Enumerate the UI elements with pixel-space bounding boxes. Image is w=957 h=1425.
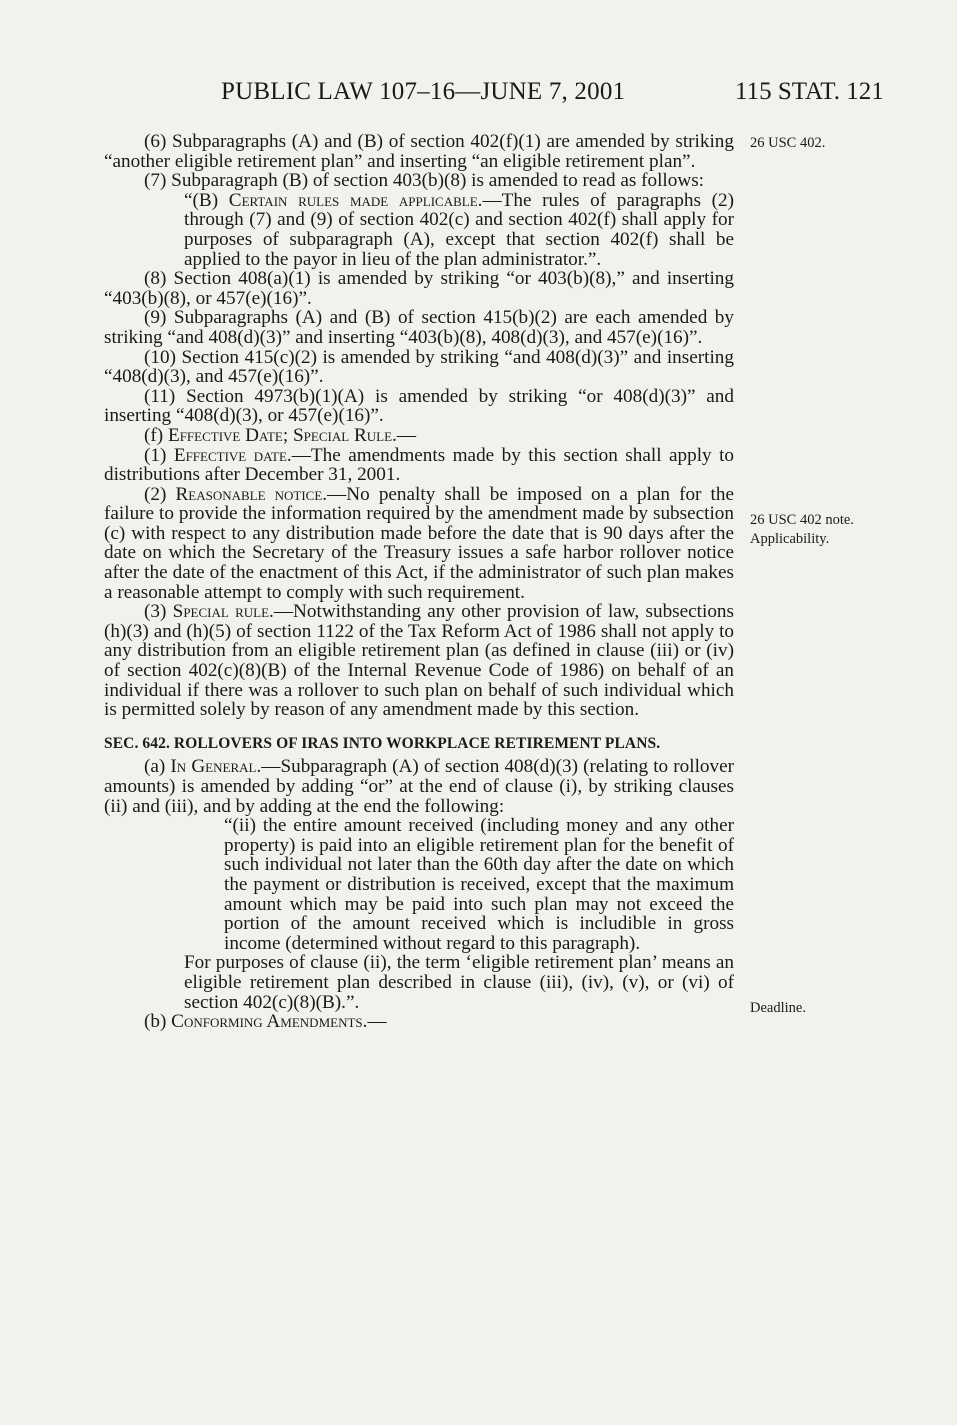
paragraph-10: (10) Section 415(c)(2) is amended by striking “and 408(d)(3)” and inserting “408(d)(3), and 457(e)(16)”. <box>104 346 734 388</box>
subsection-f-1: (1) Effective date.—The amendments made by this section shall apply to distributions after December 31, 2001. <box>104 444 735 486</box>
body-text <box>104 132 734 1032</box>
subsection-f-1-title: Effective date. <box>173 444 292 466</box>
margin-note-applicability: Applicability. <box>750 531 830 547</box>
subsection-f-2-title: Reasonable notice. <box>175 483 328 505</box>
subparagraph-b-head: “(B) Certain rules made applicable. <box>184 189 483 211</box>
subsection-f-3-title: Special rule. <box>172 601 274 623</box>
paragraph-7-subparagraph-b <box>184 191 734 269</box>
subsection-a-title: In General. <box>170 756 262 778</box>
subsection-b-heading: (b) Conforming Amendments.— <box>144 1011 387 1033</box>
paragraph-8: (8) Section 408(a)(1) is amended by striking “or 403(b)(8),” and inserting “403(b)(8), or 457(e)(16)”. <box>104 268 734 309</box>
subsection-a: (a) In General.—Subparagraph (A) of section 408(d)(3) (relating to rollover amounts) is amended by adding “or” at the end of clause (i), by striking clauses (ii) and (iii), and by adding at the end the following: <box>104 756 735 817</box>
stat-page-number: 115 STAT. 121 <box>735 78 884 105</box>
clause-ii: “(ii) the entire amount received (including money and any other property) is paid into an eligible retirement plan for the benefit of such individual not later than the 60th day after the date on which the payment or distribution is received, except that the maximum amount which may be paid into such plan may not exceed the portion of the amount received which is includible in gross income (determined without regard to this paragraph). <box>224 815 734 954</box>
section-642-heading: SEC. 642. ROLLOVERS OF IRAS INTO WORKPLACE RETIREMENT PLANS. <box>104 734 661 752</box>
paragraph-7: (7) Subparagraph (B) of section 403(b)(8) is amended to read as follows: <box>144 170 705 192</box>
subsection-f-title: Effective Date; Special Rule. <box>167 424 397 446</box>
subsection-f-heading: (f) Effective Date; Special Rule.— <box>144 424 416 446</box>
paragraph-6: (6) Subparagraphs (A) and (B) of section 402(f)(1) are amended by striking “another eligible retirement plan” and inserting “an eligible retirement plan”. <box>104 131 734 172</box>
subsection-f-3: (3) Special rule.—Notwithstanding any other provision of law, subsections (h)(3) and (h)(5) of section 1122 of the Tax Reform Act of 1986 shall not apply to any distribution from an eligible retirement plan (as defined in clause (iii) or (iv) of section 402(c)(8)(B) of the Internal Revenue Code of 1986) on behalf of an individual if there was a rollover to such plan on behalf of such individual which is permitted solely by reason of any amendment made by this section. <box>104 601 734 721</box>
paragraph-11: (11) Section 4973(b)(1)(A) is amended by striking “or 408(d)(3)” and inserting “408(d)(3), or 457(e)(16)”. <box>104 385 734 427</box>
paragraph-9: (9) Subparagraphs (A) and (B) of section 415(b)(2) are each amended by striking “and 408(d)(3)” and inserting “403(b)(8), 408(d)(3), and 457(e)(16)”. <box>104 307 734 348</box>
subsection-f-2: (2) Reasonable notice.—No penalty shall be imposed on a plan for the failure to provide the information required by the amendment made by subsection (c) with respect to any distribution made before the date that is 90 days after the date on which the Secretary of the Treasury issues a safe harbor rollover notice after the date of the enactment of this Act, if the administrator of such plan makes a reasonable attempt to comply with such requirement. <box>104 483 734 603</box>
margin-note-usc: 26 USC 402. <box>750 135 826 151</box>
margin-note-usc-note: 26 USC 402 note. <box>750 512 854 528</box>
subsection-b-title: Conforming Amendments. <box>171 1011 368 1033</box>
subparagraph-b-text: —The rules of paragraphs (2) through (7) and (9) of section 402(c) and section 402(f) shall apply for purposes of subparagraph (A), except that section 402(f) shall be applied to the payor in lieu of the plan administrator.”. <box>184 189 735 270</box>
running-head: PUBLIC LAW 107–16—JUNE 7, 2001 <box>221 78 626 105</box>
page-header <box>0 78 957 114</box>
for-purposes-text: For purposes of clause (ii), the term ‘eligible retirement plan’ means an eligible retirement plan described in clause (iii), (iv), (v), or (vi) of section 402(c)(8)(B).”. <box>184 952 734 1013</box>
margin-note-deadline: Deadline. <box>750 1000 806 1016</box>
